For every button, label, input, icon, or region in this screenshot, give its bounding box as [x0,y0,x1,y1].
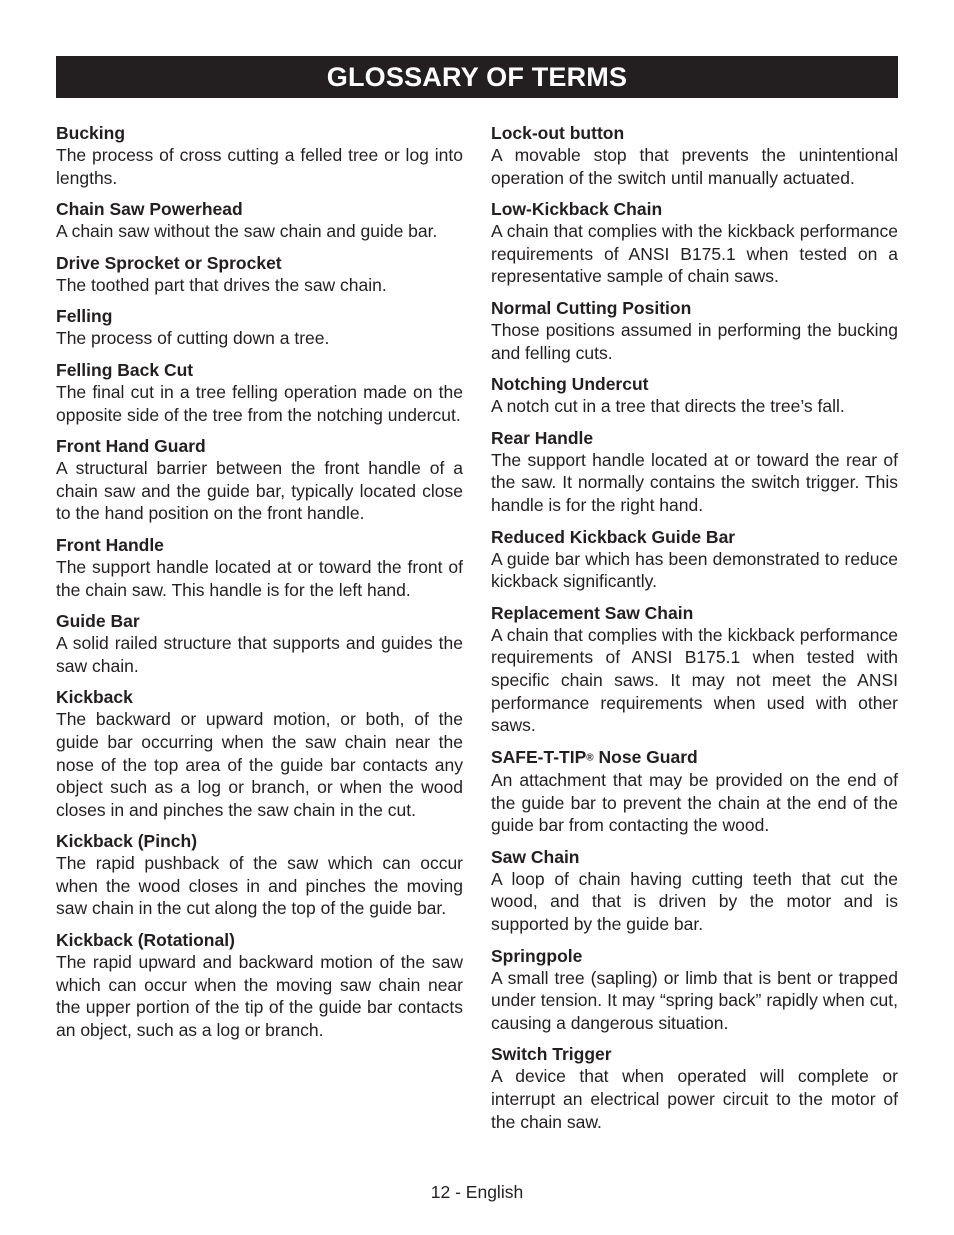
term-definition: The process of cutting down a tree. [56,328,330,349]
glossary-entry [491,297,898,364]
term-definition: A device that when operated will complete or interrupt an electrical power circuit to the motor of the chain saw. [491,1066,898,1132]
term-definition: A movable stop that prevents the unintentional operation of the switch until manually actuated. [491,145,898,188]
term-heading: Drive Sprocket or Sprocket [56,252,282,273]
glossary-entry [491,526,898,593]
term-heading: Saw Chain [491,846,580,867]
term-definition: The backward or upward motion, or both, of the guide bar occurring when the saw chain near the nose of the top area of the guide bar contacts any object such as a log or branch, or when the wood closes in and pinches the saw chain in the cut. [56,709,463,820]
term-heading: Felling Back Cut [56,359,194,380]
term-heading: Low-Kickback Chain [491,199,663,220]
term-heading: Rear Handle [491,427,594,448]
term-definition: A loop of chain having cutting teeth that cut the wood, and that is driven by the motor and is supported by the guide bar. [491,868,898,935]
term-heading: Kickback (Rotational) [56,930,235,951]
term-definition: A chain that complies with the kickback performance requirements of ANSI B175.1 when tested on a representative sample of chain saws. [491,221,898,287]
term-heading-brand: SAFE-T-TIP [491,746,587,767]
glossary-entry [491,198,898,288]
glossary-entry [491,373,898,418]
registered-mark: ® [586,752,594,764]
glossary-entry [56,830,463,920]
term-definition: A structural barrier between the front handle of a chain saw and the guide bar, typically located close to the hand position on the front handle. [56,458,463,524]
term-heading: Normal Cutting Position [491,297,692,318]
glossary-right-column [491,122,898,1142]
page-title: GLOSSARY OF TERMS [326,61,628,92]
glossary-entry [56,929,463,1041]
glossary-entry [491,1043,898,1133]
glossary-entry [491,602,898,737]
term-heading: Switch Trigger [491,1044,612,1065]
glossary-entry [56,198,463,243]
term-definition: The toothed part that drives the saw chain. [56,274,387,295]
term-heading: Replacement Saw Chain [491,602,694,623]
glossary-entry [56,435,463,525]
glossary-entry [56,359,463,426]
term-definition: The support handle located at or toward the rear of the saw. It normally contains the switch trigger. This handle is for the right hand. [491,449,898,515]
term-definition: An attachment that may be provided on the end of the guide bar to prevent the chain at the end of the guide bar from contacting the wood. [491,770,898,836]
term-heading-suffix: Nose Guard [593,746,698,767]
term-heading: Kickback [56,687,133,708]
term-heading: Kickback (Pinch) [56,831,198,852]
term-heading: Guide Bar [56,611,140,632]
term-heading: Chain Saw Powerhead [56,199,243,220]
glossary-entry [491,427,898,517]
term-definition: The rapid upward and backward motion of the saw which can occur when the moving saw chain near the upper portion of the tip of the guide bar contacts an object, such as a log or branch. [56,952,463,1040]
glossary-entry [56,686,463,821]
term-heading: Lock-out button [491,123,625,143]
term-heading: Springpole [491,945,583,966]
term-definition: A solid railed structure that supports and guides the saw chain. [56,633,463,676]
glossary-entry [491,122,898,189]
term-heading: Front Handle [56,534,164,555]
glossary-entry [56,305,463,350]
term-definition: The process of cross cutting a felled tree or log into lengths. [56,145,463,188]
term-heading: Reduced Kickback Guide Bar [491,526,736,547]
term-definition: The rapid pushback of the saw which can occur when the wood closes in and pinches the moving saw chain in the cut along the top of the guide bar. [56,853,463,919]
glossary-entry [491,746,898,837]
glossary-entry [56,252,463,297]
term-definition: A chain saw without the saw chain and guide bar. [56,221,438,242]
term-definition: Those positions assumed in performing the bucking and felling cuts. [491,319,898,363]
term-definition: A guide bar which has been demonstrated to reduce kickback significantly. [491,548,898,592]
term-definition: The final cut in a tree felling operation made on the opposite side of the tree from the notching undercut. [56,381,463,425]
glossary-entry [56,122,463,189]
title-bar [56,56,898,98]
term-definition: A notch cut in a tree that directs the tree’s fall. [491,396,845,417]
term-heading: Bucking [56,123,126,143]
term-definition: The support handle located at or toward the front of the chain saw. This handle is for the left hand. [56,556,463,600]
glossary-entry [491,846,898,936]
term-heading: Front Hand Guard [56,436,206,457]
term-heading: Felling [56,306,113,327]
glossary-entry [56,610,463,677]
term-definition: A small tree (sapling) or limb that is bent or trapped under tension. It may “spring back” rapidly when cut, causing a dangerous situation. [491,967,898,1033]
glossary-entry [491,945,898,1035]
term-definition: A chain that complies with the kickback performance requirements of ANSI B175.1 when tested with specific chain saws. It may not meet the ANSI performance requirements when used with other saws. [491,624,898,736]
term-heading: Notching Undercut [491,374,649,395]
glossary-left-column [56,122,463,1050]
term-heading [491,746,898,769]
page-footer: 12 - English [430,1182,524,1202]
glossary-entry [56,534,463,601]
